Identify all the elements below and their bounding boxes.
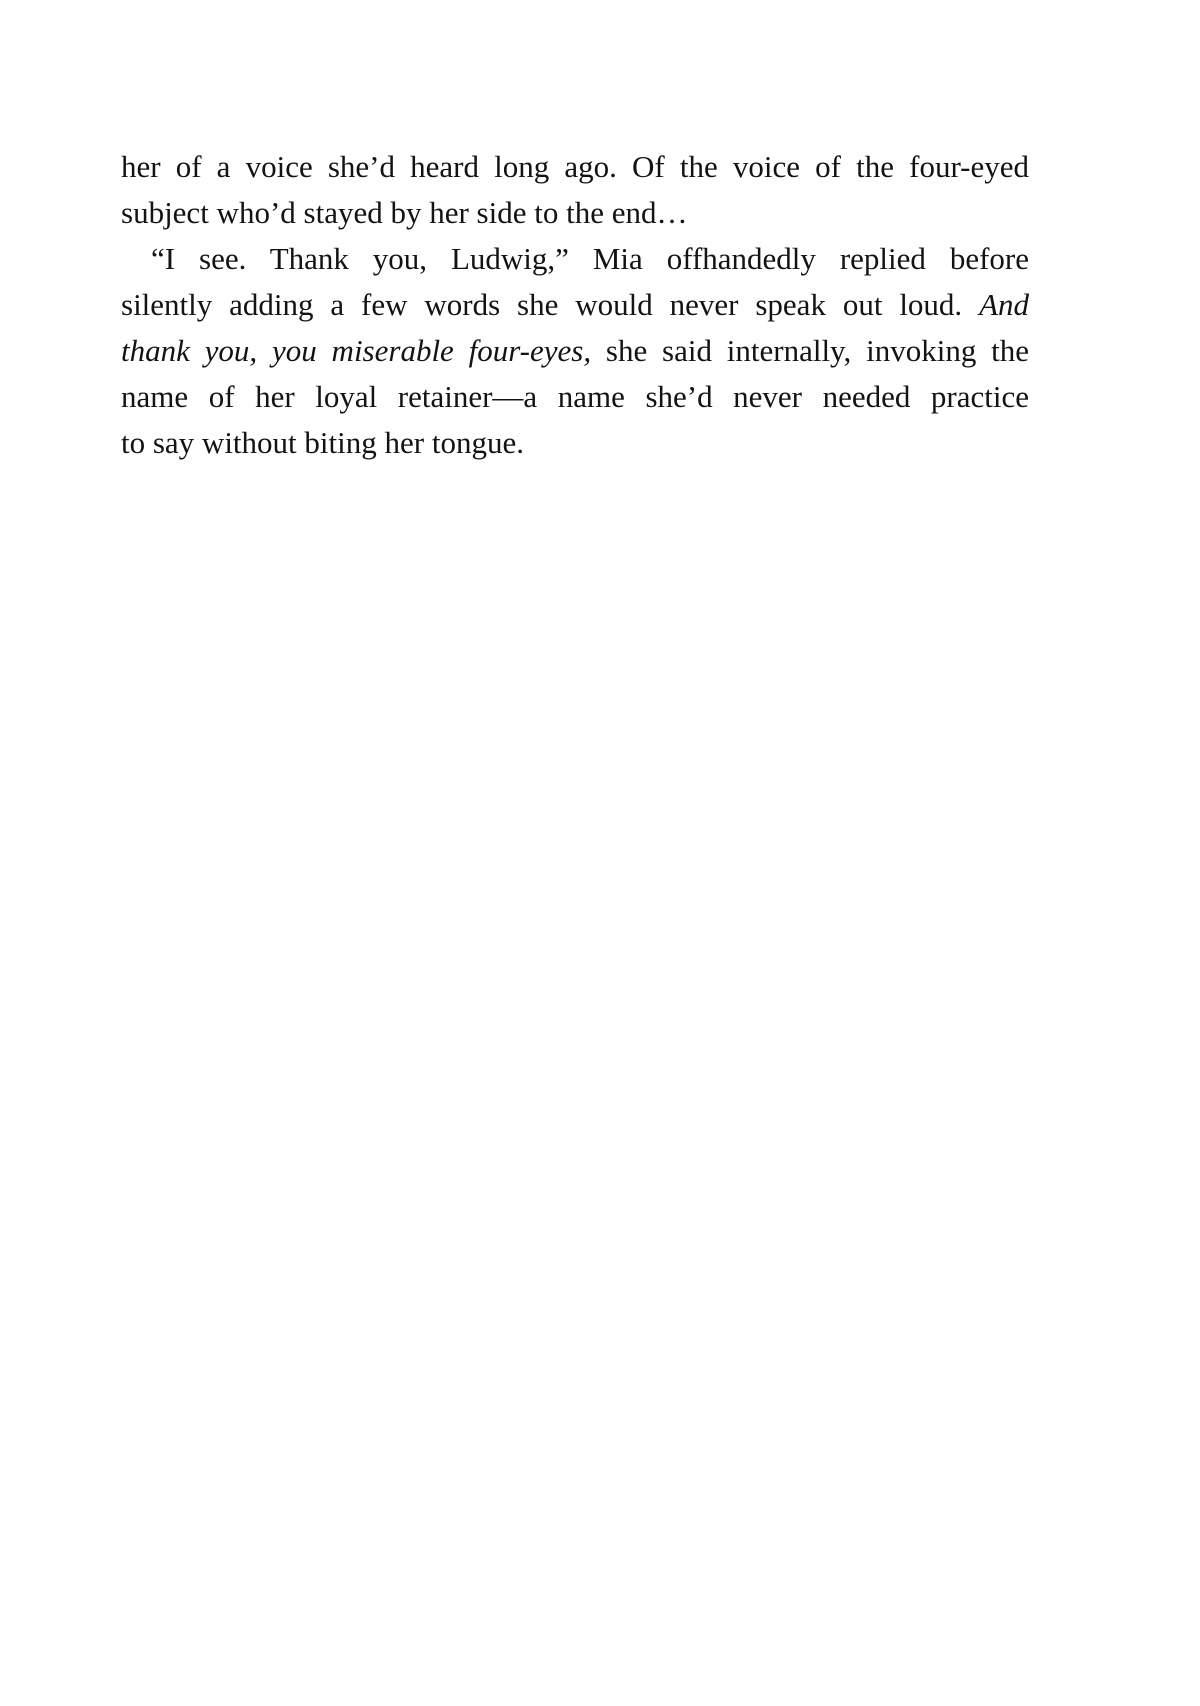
text-line <box>121 282 1029 328</box>
text-segment: silently adding a few words she would never speak out loud. <box>121 287 980 322</box>
text-segment: “I see. Thank you, Ludwig,” Mia offhandedly replied before <box>151 241 1029 276</box>
text-segment: she said internally, invoking the <box>591 333 1029 368</box>
paragraph <box>121 144 1029 236</box>
text-line <box>121 190 1029 236</box>
text-segment: to say without biting her tongue. <box>121 425 524 460</box>
text-line <box>121 420 1029 466</box>
text-line <box>121 144 1029 190</box>
italic-text-segment: And <box>979 287 1029 322</box>
text-segment: her of a voice she’d heard long ago. Of the voice of the four-eyed <box>121 149 1029 184</box>
text-line <box>121 374 1029 420</box>
paragraph <box>121 236 1029 466</box>
text-segment: name of her loyal retainer—a name she’d never needed practice <box>121 379 1029 414</box>
italic-text-segment: thank you, you miserable four-eyes, <box>121 333 592 368</box>
text-block <box>121 144 1029 466</box>
text-line <box>121 236 1029 282</box>
text-line <box>121 328 1029 374</box>
text-segment: subject who’d stayed by her side to the end… <box>121 195 688 230</box>
